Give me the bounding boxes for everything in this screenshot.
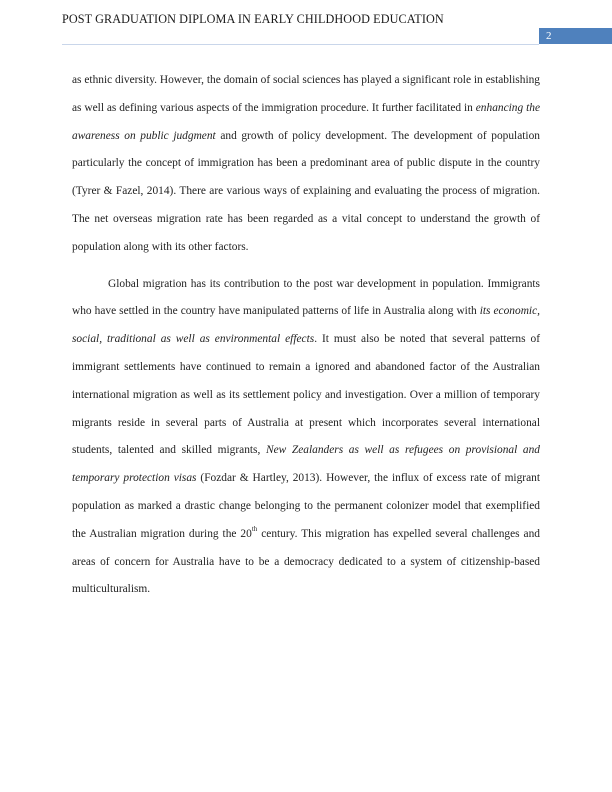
ordinal-superscript: th <box>251 524 258 533</box>
paragraph-1-text-b: and growth of policy development. The development of population particularly the concept of immigration has been a predominant area of public dispute in the country (Tyrer & Fazel, 2014). There are various ways of explaining and evaluating the process of migration. The net overseas migration rate has been regarded as a vital concept to understand the growth of population along with its other factors. <box>72 129 540 253</box>
header-rule <box>62 44 539 45</box>
paragraph-2-text-b: . It must also be noted that several patterns of immigrant settlements have continued to remain a ignored and abandoned factor of the Australian international migration as well as its settlement policy and investigation. Over a million of temporary migrants reside in several parts of Australia at present which incorporates several international students, talented and skilled migrants, <box>72 333 540 457</box>
paragraph-1 <box>72 67 540 262</box>
paragraph-1-emphasis: enhancing the awareness on public judgment <box>72 101 540 142</box>
running-header: POST GRADUATION DIPLOMA IN EARLY CHILDHOOD EDUCATION <box>62 12 444 26</box>
paragraph-2-emphasis-b: New Zealanders as well as refugees on provisional and temporary protection visas <box>72 444 540 485</box>
document-body <box>72 67 540 613</box>
page-number-badge: 2 <box>539 28 612 44</box>
paragraph-2 <box>72 271 540 605</box>
paragraph-2-text-c: (Fozdar & Hartley, 2013). However, the influx of excess rate of migrant population as marked a drastic change belonging to the permanent colonizer model that exemplified the Australian migration during the 20 <box>72 472 541 540</box>
paragraph-2-emphasis-a: its economic, social, traditional as well as environmental effects <box>72 305 540 346</box>
paragraph-2-text-a: Global migration has its contribution to the post war development in population. Immigrants who have settled in the country have manipulated patterns of life in Australia along with <box>72 277 540 318</box>
paragraph-2-text-d: century. This migration has expelled several challenges and areas of concern for Australia have to be a democracy dedicated to a system of citizenship-based multiculturalism. <box>72 527 540 596</box>
paragraph-1-text-a: as ethnic diversity. However, the domain of social sciences has played a significant role in establishing as well as defining various aspects of the immigration procedure. It further facilitated in <box>72 74 540 114</box>
